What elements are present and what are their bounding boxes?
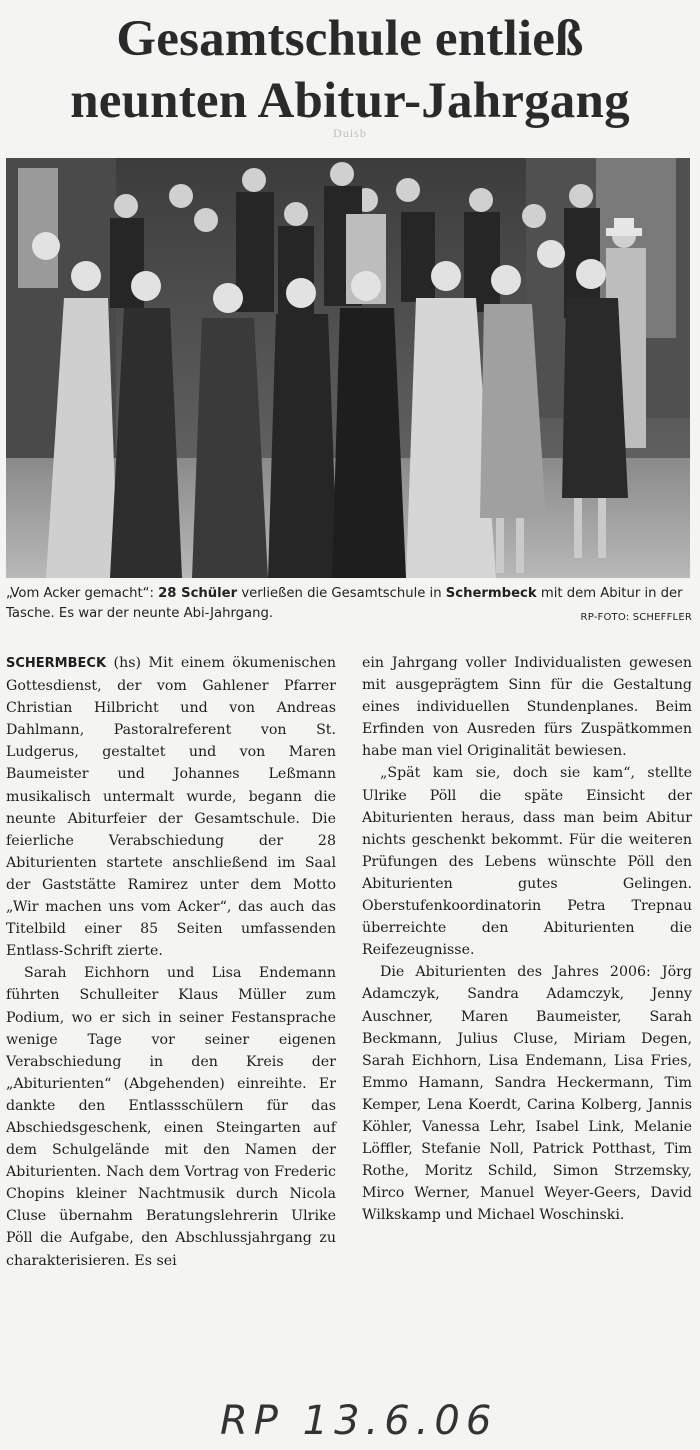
article-column-2 xyxy=(362,652,692,1226)
bleed-through-text: Duisb xyxy=(333,126,367,140)
photo-credit: RP-FOTO: SCHEFFLER xyxy=(580,612,692,623)
paragraph-4: „Spät kam sie, doch sie kam“, stellte Ulrike Pöll die späte Einsicht der Abiturienten heraus, dass man beim Abitur nichts geschenkt bekommt. Für die weiteren Prüfungen des Lebens wünschte Pöll den Abiturienten gutes Gelingen. Oberstufenkoordinatorin Petra Trepnau überreichte den Abiturienten die Reifezeugnisse. xyxy=(362,765,692,959)
paragraph-3: ein Jahrgang voller Individualisten gewesen mit ausgeprägtem Sinn für die Gestaltung eines individuellen Stundenplanes. Beim Erfinden von Ausreden fürs Zuspätkommen habe man viel Originalität bewiesen. xyxy=(362,655,692,760)
handwritten-date-note: RP 13.6.06 xyxy=(220,1398,498,1444)
paragraph-1-text: (hs) Mit einem ökumenischen Gottesdienst, der vom Gahlener Pfarrer Christian Hilbricht und von Andreas Dahlmann, Pastoralreferent von St. Ludgerus, gestaltet und von Maren Baumeister und Johannes Leßmann musikalisch untermalt wurde, begann die neunte Abiturfeier der Gesamtschule. Die feierliche Verabschiedung der 28 Abiturienten startete anschließend im Saal der Gaststätte Ramirez unter dem Motto „Wir machen uns vom Acker“, das auch das Titelbild einer 85 Seiten umfassenden Entlass-Schrift zierte. xyxy=(6,655,336,960)
caption-text-a: verließen die Gesamtschule in xyxy=(241,586,442,601)
paragraph-1 xyxy=(6,652,336,962)
caption-quote: „Vom Acker gemacht“: xyxy=(6,586,154,601)
paragraph-2: Sarah Eichhorn und Lisa Endemann führten Schulleiter Klaus Müller zum Podium, wo er sich in seiner Festansprache wenige Tage vor seiner eigenen Verabschiedung in den Kreis der „Abiturienten“ (Abgehenden) einreihte. Er dankte den Entlassschülern für das Abschiedsgeschenk, einen Steingarten auf dem Schulgelände mit den Namen der Abiturienten. Nach dem Vortrag von Frederic Chopins kleiner Nachtmusik durch Nicola Cluse übernahm Beratungslehrerin Ulrike Pöll die Aufgabe, den Abschlussjahrgang zu charakterisieren. Es sei xyxy=(6,965,336,1269)
headline xyxy=(0,8,700,132)
group-photo-illustration xyxy=(6,158,690,578)
caption-place: Schermbeck xyxy=(445,586,537,601)
caption-text-b: mit dem Abitur in der Tasche. Es war der neunte Abi-Jahrgang. xyxy=(6,586,683,621)
caption-count: 28 Schüler xyxy=(158,586,238,601)
group-photo xyxy=(6,158,690,578)
dateline: SCHERMBECK xyxy=(6,656,107,671)
headline-line-2: neunten Abitur-Jahrgang xyxy=(70,73,630,129)
photo-caption xyxy=(6,584,692,628)
article-column-1 xyxy=(6,652,336,1272)
paragraph-5: Die Abiturienten des Jahres 2006: Jörg Adamczyk, Sandra Adamczyk, Jenny Auschner, Maren Baumeister, Sarah Beckmann, Julius Cluse, Miriam Degen, Sarah Eichhorn, Lisa Endemann, Lisa Fries, Emmo Hamann, Sandra Heckermann, Tim Kemper, Lena Koerdt, Carina Kolberg, Jannis Köhler, Vanessa Lehr, Isabel Link, Melanie Löffler, Stefanie Noll, Patrick Potthast, Tim Rothe, Moritz Schild, Simon Strzemsky, Mirco Werner, Manuel Weyer-Geers, David Wilkskamp und Michael Woschinski. xyxy=(362,964,692,1224)
headline-line-1: Gesamtschule entließ xyxy=(116,11,584,67)
